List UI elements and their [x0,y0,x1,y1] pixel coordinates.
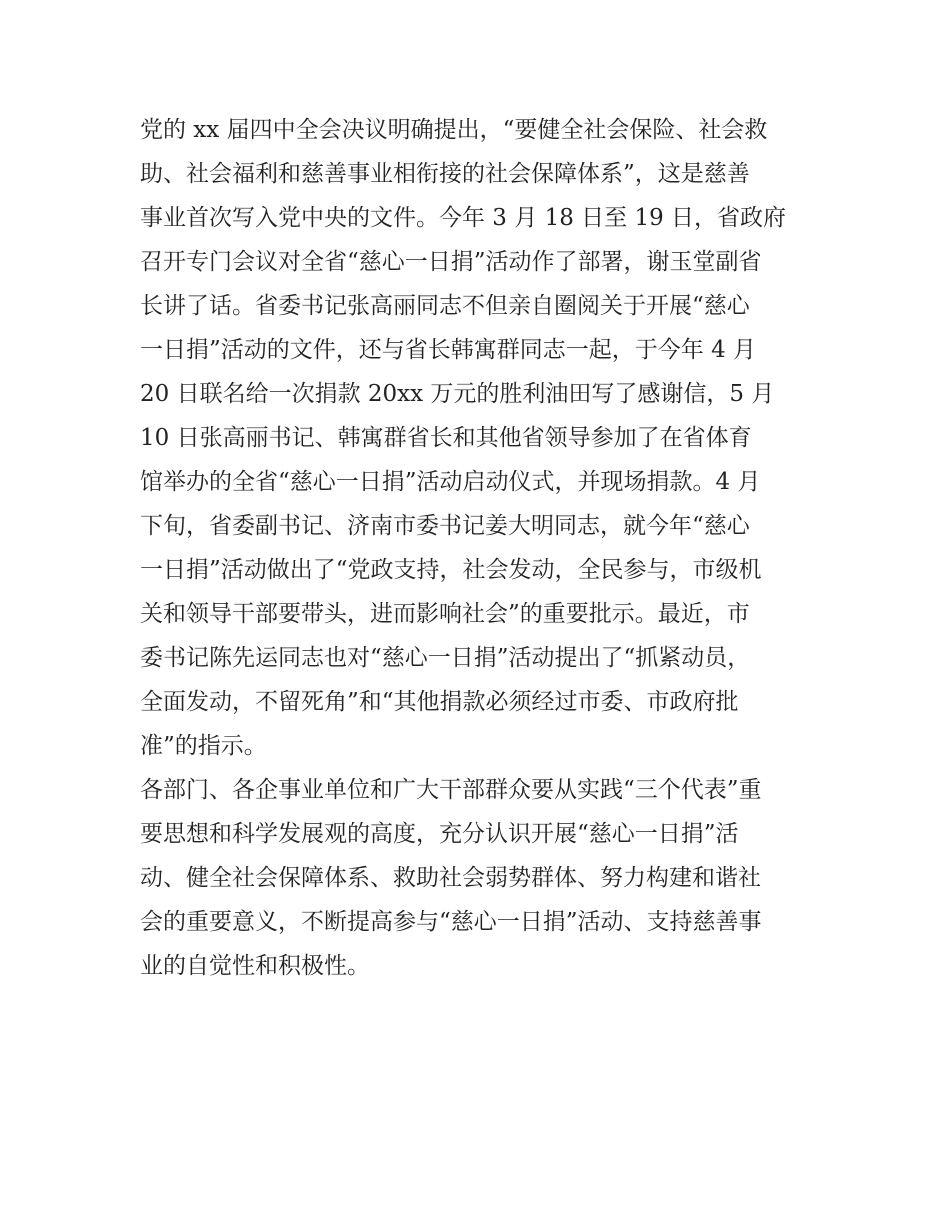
text-line: 一日捐”活动的文件，还与省长韩寓群同志一起，于今年 4 月 [140,337,757,363]
text-line: 各部门、各企事业单位和广大干部群众要从实践“三个代表”重 [140,777,762,803]
text-line: 委书记陈先运同志也对“慈心一日捐”活动提出了“抓紧动员， [140,645,751,671]
paragraph-1 [140,108,812,768]
text-line: 召开专门会议对全省“慈心一日捐”活动作了部署，谢玉堂副省 [140,249,762,275]
text-line: 要思想和科学发展观的高度，充分认识开展“慈心一日捐”活 [140,821,739,847]
text-line: 馆举办的全省“慈心一日捐”活动启动仪式，并现场捐款。4 月 [140,469,761,495]
text-line: 助、社会福利和慈善事业相衔接的社会保障体系”，这是慈善 [140,161,750,187]
text-line: 会的重要意义，不断提高参与“慈心一日捐”活动、支持慈善事 [140,909,762,935]
text-line: 动、健全社会保障体系、救助社会弱势群体、努力构建和谐社 [140,865,761,891]
text-line: 准”的指示。 [140,733,267,759]
text-line: 20 日联名给一次捐款 20xx 万元的胜利油田写了感谢信，5 月 [140,381,775,407]
paragraph-2 [140,768,812,988]
text-line: 长讲了话。省委书记张高丽同志不但亲自圈阅关于开展“慈心 [140,293,750,319]
text-line: 业的自觉性和积极性。 [140,953,370,979]
text-line: 下旬，省委副书记、济南市委书记姜大明同志，就今年“慈心 [140,513,750,539]
text-line: 一日捐”活动做出了“党政支持，社会发动，全民参与，市级机 [140,557,762,583]
text-line: 事业首次写入党中央的文件。今年 3 月 18 日至 19 日，省政府 [140,205,787,231]
text-line: 党的 xx 届四中全会决议明确提出，“要健全社会保险、社会救 [140,117,768,143]
text-line: 10 日张高丽书记、韩寓群省长和其他省领导参加了在省体育 [140,425,752,451]
text-line: 全面发动，不留死角”和“其他捐款必须经过市委、市政府批 [140,689,739,715]
text-line: 关和领导干部要带头，进而影响社会”的重要批示。最近，市 [140,601,750,627]
document-body [140,108,812,988]
